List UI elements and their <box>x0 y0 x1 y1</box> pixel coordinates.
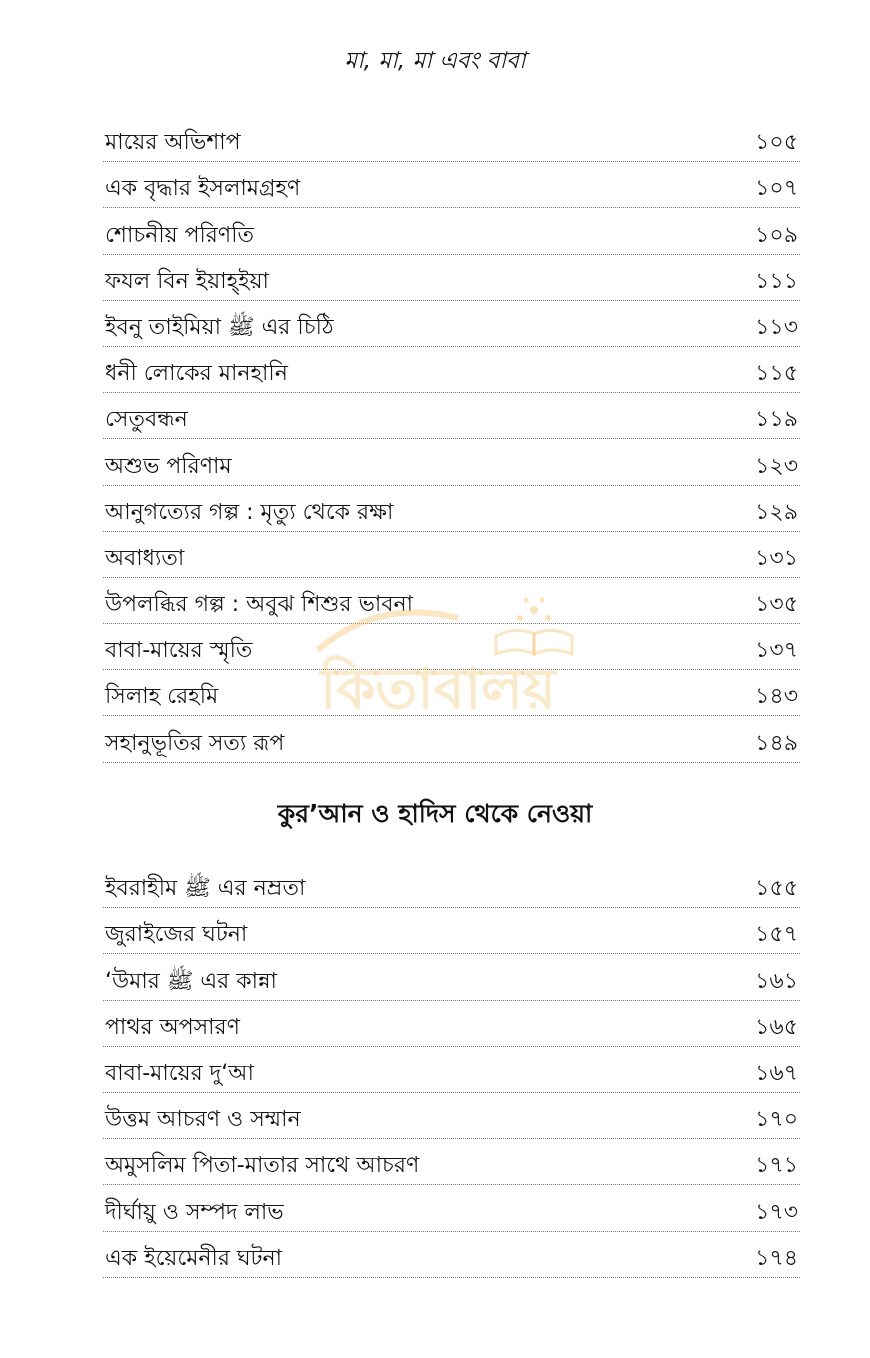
toc-entry[interactable] <box>103 1232 800 1278</box>
toc-entry-page: ১৩১ <box>755 545 798 571</box>
watermark-text: কিতাবালয় <box>320 657 556 722</box>
toc-entry-page: ১৫৫ <box>755 876 798 902</box>
toc-entry-page: ১৭৪ <box>755 1245 798 1271</box>
toc-entry-title: এক বৃদ্ধার ইসলামগ্রহণ <box>105 176 301 202</box>
toc-entry[interactable] <box>103 670 800 716</box>
toc-entry-title: পাথর অপসারণ <box>105 1014 240 1040</box>
toc-entry-title: অবাধ্যতা <box>105 545 185 571</box>
toc-entry-page: ১৬৭ <box>755 1060 798 1086</box>
toc-entry-page: ১৩৫ <box>755 592 798 618</box>
toc-entry[interactable] <box>103 578 800 624</box>
toc-entry-title: সহানুভূতির সত্য রূপ <box>105 730 285 756</box>
toc-entry-page: ১৭০ <box>755 1107 798 1133</box>
toc-entry-title: এক ইয়েমেনীর ঘটনা <box>105 1245 283 1271</box>
toc-entry[interactable] <box>103 1047 800 1093</box>
toc-entry-page: ১৭১ <box>755 1153 798 1179</box>
toc-entry[interactable] <box>103 1139 800 1185</box>
toc-entry-title: ‘উমার ﷺ এর কান্না <box>105 968 277 994</box>
toc-entry[interactable] <box>103 624 800 670</box>
toc-entry-title: বাবা-মায়ের দু‘আ <box>105 1060 254 1086</box>
toc-entry-page: ১২৩ <box>755 453 798 479</box>
toc-entry-page: ১০৭ <box>755 176 798 202</box>
toc-entry-title: অশুভ পরিণাম <box>105 453 232 479</box>
toc-entry-title: বাবা-মায়ের স্মৃতি <box>105 638 253 664</box>
toc-entry-page: ১৪৯ <box>755 730 798 756</box>
toc-entry-title: জুরাইজের ঘটনা <box>105 922 248 948</box>
running-header: মা, মা, মা এবং বাবা <box>344 48 526 74</box>
toc-entry-title: দীর্ঘায়ু ও সম্পদ লাভ <box>105 1199 284 1225</box>
toc-entry[interactable] <box>103 208 800 254</box>
toc-entry[interactable] <box>103 1185 800 1231</box>
toc-entry-title: মায়ের অভিশাপ <box>105 130 241 156</box>
toc-entry[interactable] <box>103 716 800 762</box>
toc-entry-title: শোচনীয় পরিণতি <box>105 222 255 248</box>
toc-entry-page: ১১৩ <box>755 314 798 340</box>
toc-entry[interactable] <box>103 347 800 393</box>
toc-entry-page: ১৬৫ <box>755 1014 798 1040</box>
toc-entry[interactable] <box>103 255 800 301</box>
toc-entry-page: ১০৫ <box>755 130 798 156</box>
toc-entry[interactable] <box>103 532 800 578</box>
toc-entry[interactable] <box>103 116 800 162</box>
toc-entry-title: সেতুবন্ধন <box>105 407 188 433</box>
toc-entry-page: ১২৯ <box>755 499 798 525</box>
toc-entry-title: ইবরাহীম ﷺ এর নম্রতা <box>105 876 306 902</box>
toc-entry[interactable] <box>103 1093 800 1139</box>
toc-entry-page: ১৫৭ <box>755 922 798 948</box>
toc-entry-title: আনুগত্যের গল্প : মৃত্যু থেকে রক্ষা <box>105 499 394 525</box>
section-heading: কুর’আন ও হাদিস থেকে নেওয়া <box>277 799 593 828</box>
toc-entry-page: ১১৫ <box>755 361 798 387</box>
toc-entry-page: ১১৯ <box>755 407 798 433</box>
toc-entry[interactable] <box>103 439 800 485</box>
toc-entry-title: ইবনু তাইমিয়া ﷺ এর চিঠি <box>105 314 334 340</box>
toc-entry[interactable] <box>103 908 800 954</box>
toc-entry-page: ১৪৩ <box>755 684 798 710</box>
toc-entry[interactable] <box>103 1001 800 1047</box>
toc-entry[interactable] <box>103 486 800 532</box>
toc-entry-title: ফযল বিন ইয়াহ্ইয়া <box>105 268 269 294</box>
toc-entry[interactable] <box>103 862 800 908</box>
toc-entry-title: সিলাহ রেহমি <box>105 684 219 710</box>
toc-entry-title: অমুসলিম পিতা-মাতার সাথে আচরণ <box>105 1153 420 1179</box>
toc-entry-page: ১৭৩ <box>755 1199 798 1225</box>
toc-entry-page: ১০৯ <box>755 222 798 248</box>
toc-list-top <box>103 116 800 763</box>
toc-list-bottom <box>103 862 800 1278</box>
toc-entry-page: ১১১ <box>755 268 798 294</box>
toc-entry[interactable] <box>103 162 800 208</box>
toc-entry-page: ১৬১ <box>755 968 798 994</box>
toc-entry[interactable] <box>103 393 800 439</box>
toc-entry[interactable] <box>103 954 800 1000</box>
toc-entry-title: ধনী লোকের মানহানি <box>105 361 288 387</box>
toc-entry-title: উত্তম আচরণ ও সম্মান <box>105 1107 301 1133</box>
toc-entry-page: ১৩৭ <box>755 638 798 664</box>
toc-entry[interactable] <box>103 301 800 347</box>
toc-entry-title: উপলব্ধির গল্প : অবুঝ শিশুর ভাবনা <box>105 592 413 618</box>
